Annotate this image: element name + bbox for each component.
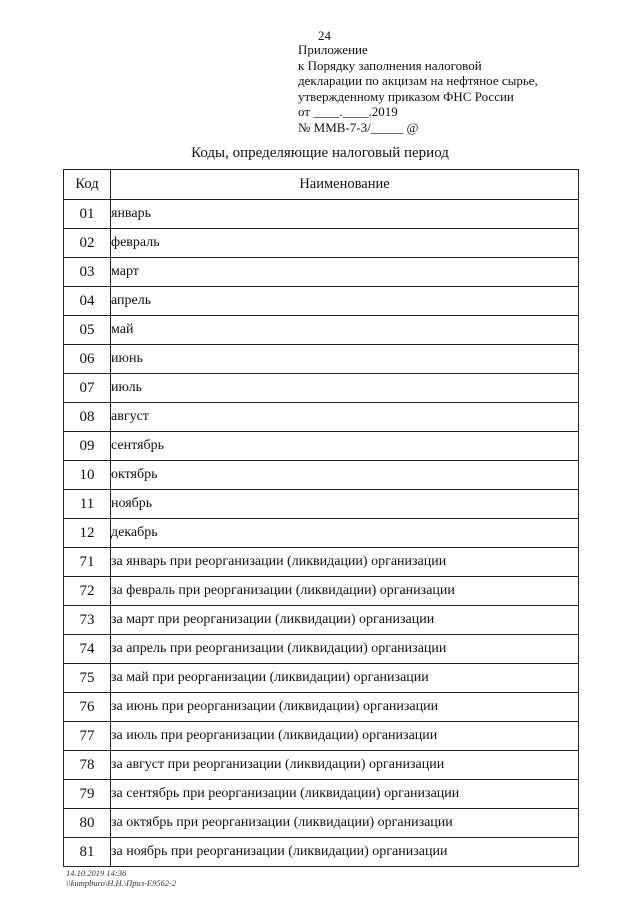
period-name-cell: за сентябрь при реорганизации (ликвидации) организации: [111, 780, 579, 809]
period-name-cell: март: [111, 258, 579, 287]
period-code-cell: 81: [64, 838, 111, 867]
table-row: [64, 751, 579, 780]
period-name-cell: май: [111, 316, 579, 345]
period-code-cell: 02: [64, 229, 111, 258]
period-code-cell: 05: [64, 316, 111, 345]
table-row: [64, 345, 579, 374]
period-code-cell: 75: [64, 664, 111, 693]
period-name-cell: за июнь при реорганизации (ликвидации) организации: [111, 693, 579, 722]
appendix-line: утвержденному приказом ФНС России: [298, 88, 514, 104]
period-code-cell: 09: [64, 432, 111, 461]
table-row: [64, 780, 579, 809]
table-row: [64, 403, 579, 432]
footer-line: \\kumpburo\Н.Н.\Приз-Е9562-2: [66, 878, 177, 888]
page-number: 24: [318, 28, 331, 43]
table-row: [64, 200, 579, 229]
period-name-cell: декабрь: [111, 519, 579, 548]
period-codes-table: [63, 169, 579, 867]
period-name-cell: июль: [111, 374, 579, 403]
appendix-line: к Порядку заполнения налоговой: [298, 57, 482, 73]
table-row: [64, 461, 579, 490]
period-name-cell: за ноябрь при реорганизации (ликвидации) организации: [111, 838, 579, 867]
column-header-name: Наименование: [111, 170, 579, 200]
table-row: [64, 635, 579, 664]
print-footer: [66, 868, 176, 888]
table-row: [64, 693, 579, 722]
table-row: [64, 490, 579, 519]
period-code-cell: 80: [64, 809, 111, 838]
table-row: [64, 432, 579, 461]
period-code-cell: 04: [64, 287, 111, 316]
period-code-cell: 08: [64, 403, 111, 432]
period-name-cell: за июль при реорганизации (ликвидации) организации: [111, 722, 579, 751]
period-code-cell: 06: [64, 345, 111, 374]
appendix-line: № ММВ-7-3/_____ @: [298, 119, 419, 135]
period-name-cell: за январь при реорганизации (ликвидации) организации: [111, 548, 579, 577]
period-name-cell: февраль: [111, 229, 579, 258]
document-title: Коды, определяющие налоговый период: [191, 145, 449, 161]
table-row: [64, 374, 579, 403]
column-header-code: Код: [64, 170, 111, 200]
period-name-cell: за октябрь при реорганизации (ликвидации) организации: [111, 809, 579, 838]
table-row: [64, 229, 579, 258]
table-row: [64, 809, 579, 838]
period-name-cell: за февраль при реорганизации (ликвидации) организации: [111, 577, 579, 606]
table-row: [64, 606, 579, 635]
table-row: [64, 258, 579, 287]
footer-line: 14.10.2019 14:36: [66, 868, 127, 878]
table-row: [64, 722, 579, 751]
period-code-cell: 10: [64, 461, 111, 490]
period-code-cell: 03: [64, 258, 111, 287]
period-code-cell: 07: [64, 374, 111, 403]
period-code-cell: 12: [64, 519, 111, 548]
period-code-cell: 76: [64, 693, 111, 722]
period-code-cell: 11: [64, 490, 111, 519]
period-name-cell: октябрь: [111, 461, 579, 490]
period-name-cell: сентябрь: [111, 432, 579, 461]
table-row: [64, 316, 579, 345]
period-name-cell: за август при реорганизации (ликвидации) организации: [111, 751, 579, 780]
appendix-block: [298, 42, 538, 135]
period-name-cell: ноябрь: [111, 490, 579, 519]
period-code-cell: 79: [64, 780, 111, 809]
table-row: [64, 548, 579, 577]
period-name-cell: за март при реорганизации (ликвидации) организации: [111, 606, 579, 635]
appendix-line: Приложение: [298, 42, 368, 57]
period-name-cell: апрель: [111, 287, 579, 316]
period-name-cell: январь: [111, 200, 579, 229]
period-code-cell: 73: [64, 606, 111, 635]
table-row: [64, 519, 579, 548]
period-code-cell: 77: [64, 722, 111, 751]
period-code-cell: 72: [64, 577, 111, 606]
period-name-cell: август: [111, 403, 579, 432]
appendix-line: декларации по акцизам на нефтяное сырье,: [298, 73, 538, 88]
period-code-cell: 71: [64, 548, 111, 577]
table-row: [64, 287, 579, 316]
table-row: [64, 664, 579, 693]
period-name-cell: за апрель при реорганизации (ликвидации) организации: [111, 635, 579, 664]
table-row: [64, 838, 579, 867]
period-code-cell: 01: [64, 200, 111, 229]
table-body: [64, 200, 579, 867]
table-row: [64, 577, 579, 606]
period-name-cell: за май при реорганизации (ликвидации) организации: [111, 664, 579, 693]
period-code-cell: 78: [64, 751, 111, 780]
period-code-cell: 74: [64, 635, 111, 664]
table-header-row: [64, 170, 579, 200]
period-name-cell: июнь: [111, 345, 579, 374]
appendix-line: от ____.____.2019: [298, 104, 398, 119]
